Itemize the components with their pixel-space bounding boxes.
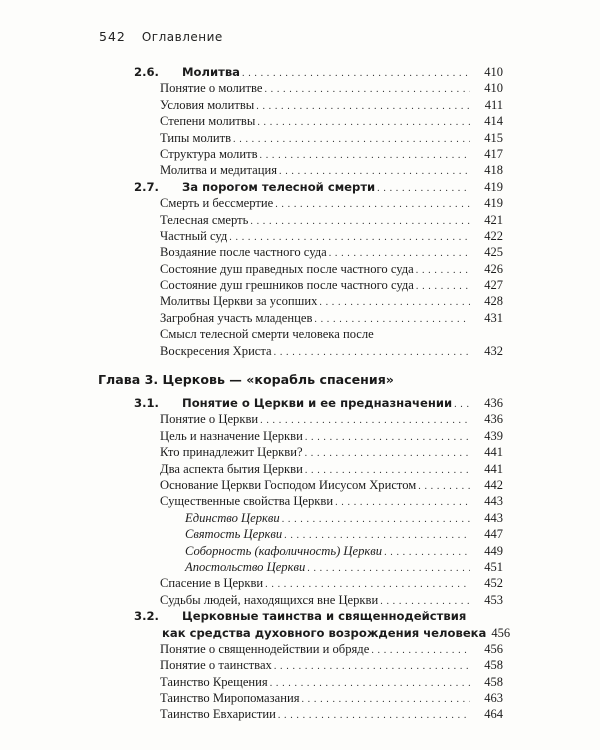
table-of-contents xyxy=(0,64,600,723)
toc-section-3-1[interactable]: 3.1. Понятие о Церкви и ее предназначении . . . 436 xyxy=(0,395,600,411)
toc-item[interactable]: Два аспекта бытия Церкви . . . 441 xyxy=(0,461,600,477)
toc-subitem[interactable]: Апостольство Церкви . . . 451 xyxy=(0,559,600,575)
toc-subitem[interactable]: Единство Церкви . . . 443 xyxy=(0,510,600,526)
page-ref: 410 xyxy=(484,65,503,79)
toc-item-line1[interactable]: Смысл телесной смерти человека после xyxy=(160,327,374,342)
toc-item[interactable]: Молитва и медитация . . . 418 xyxy=(0,162,600,178)
toc-item[interactable]: Состояние душ праведных после частного суда . . . 426 xyxy=(0,261,600,277)
toc-item[interactable]: Воскресения Христа . . . 432 xyxy=(0,343,600,359)
page-ref: 419 xyxy=(484,179,503,194)
toc-section-3-2[interactable]: как средства духовного возрождения человека 456 xyxy=(162,625,511,640)
chapter-title: Церковь — «корабль спасения» xyxy=(162,372,394,388)
chapter-number: Глава 3. xyxy=(98,372,159,388)
toc-item[interactable]: Воздаяние после частного суда . . . 425 xyxy=(0,244,600,260)
toc-item[interactable]: Цель и назначение Церкви . . . 439 xyxy=(0,428,600,444)
toc-item[interactable]: Кто принадлежит Церкви? . . . 441 xyxy=(0,444,600,460)
running-title: Оглавление xyxy=(141,30,223,44)
toc-item[interactable]: Типы молитв . . . 415 xyxy=(0,130,600,146)
toc-item[interactable]: Понятие о таинствах . . . 458 xyxy=(0,657,600,673)
toc-subitem[interactable]: Святость Церкви . . . 447 xyxy=(0,526,600,542)
toc-item[interactable]: Состояние душ грешников после частного суда . . . 427 xyxy=(0,277,600,293)
toc-section-2-7[interactable]: 2.7. За порогом телесной смерти . . . 419 xyxy=(0,179,600,195)
toc-item[interactable]: Смерть и бессмертие . . . 419 xyxy=(0,195,600,211)
toc-item[interactable]: Спасение в Церкви . . . 452 xyxy=(0,575,600,591)
running-header xyxy=(99,29,223,44)
toc-item[interactable]: Таинство Евхаристии . . . 464 xyxy=(0,706,600,722)
toc-item[interactable]: Основание Церкви Господом Иисусом Христом . . . 442 xyxy=(0,477,600,493)
toc-subitem[interactable]: Соборность (кафоличность) Церкви . . . 449 xyxy=(0,543,600,559)
toc-item[interactable]: Понятие о Церкви . . . 436 xyxy=(0,411,600,427)
toc-item[interactable]: Загробная участь младенцев . . . 431 xyxy=(0,310,600,326)
toc-item[interactable]: Понятие о молитве . . . 410 xyxy=(0,80,600,96)
toc-item[interactable]: Условия молитвы . . . 411 xyxy=(0,97,600,113)
page-ref: 456 xyxy=(491,625,511,640)
toc-item[interactable]: Таинство Крещения . . . 458 xyxy=(0,674,600,690)
toc-section-3-2-line1[interactable]: 3.2. Церковные таинства и священнодействия xyxy=(134,609,467,624)
toc-item[interactable]: Частный суд . . . 422 xyxy=(0,228,600,244)
chapter-heading[interactable] xyxy=(0,365,600,395)
page-number: 542 xyxy=(99,29,126,44)
toc-item[interactable]: Понятие о священнодействии и обряде . . . 456 xyxy=(0,641,600,657)
page-ref: 436 xyxy=(484,396,503,411)
toc-section-2-6[interactable]: 2.6. Молитва . . . 410 xyxy=(0,64,600,80)
toc-item[interactable]: Степени молитвы . . . 414 xyxy=(0,113,600,129)
toc-item[interactable]: Телесная смерть . . . 421 xyxy=(0,212,600,228)
toc-item[interactable]: Структура молитв . . . 417 xyxy=(0,146,600,162)
toc-item[interactable]: Таинство Миропомазания . . . 463 xyxy=(0,690,600,706)
toc-item[interactable]: Существенные свойства Церкви . . . 443 xyxy=(0,493,600,509)
toc-item[interactable]: Судьбы людей, находящихся вне Церкви . . . 453 xyxy=(0,592,600,608)
toc-item[interactable]: Молитвы Церкви за усопших . . . 428 xyxy=(0,293,600,309)
